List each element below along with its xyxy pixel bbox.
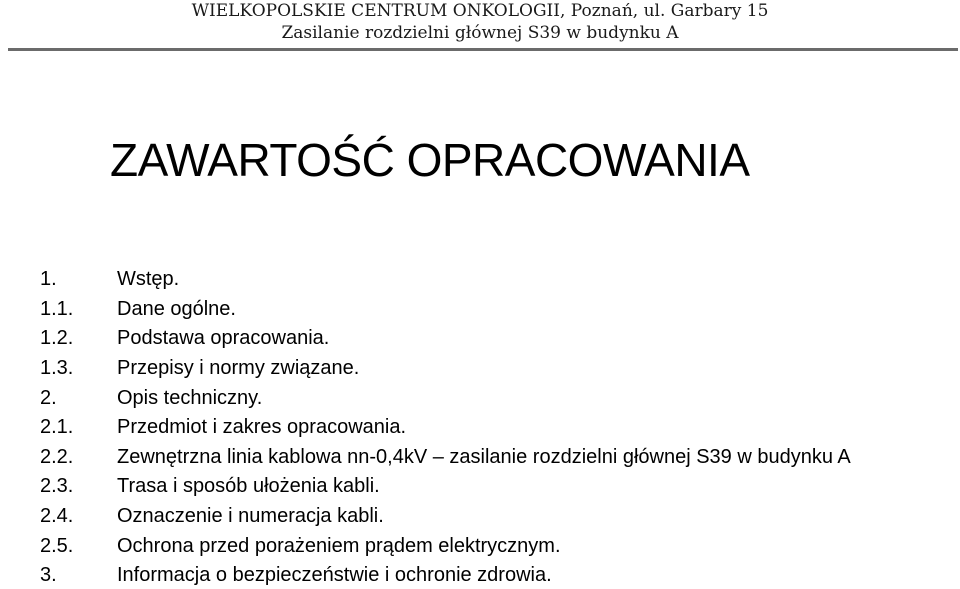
toc-item xyxy=(0,474,960,498)
toc-item-text: Zewnętrzna linia kablowa nn-0,4kV – zasilanie rozdzielni głównej S39 w budynku A xyxy=(117,446,851,468)
toc-item-text: Wstęp. xyxy=(117,268,180,290)
toc-item-text: Dane ogólne. xyxy=(117,298,236,320)
header-subject: Zasilanie rozdzielni głównej S39 w budynku A xyxy=(281,23,679,43)
toc-item-number: 2. xyxy=(40,387,57,409)
header-institution: WIELKOPOLSKIE CENTRUM ONKOLOGII, Poznań, ul. Garbary 15 xyxy=(191,1,769,21)
toc-item-number: 1.1. xyxy=(40,298,74,320)
toc-item xyxy=(0,267,960,291)
toc-item xyxy=(0,297,960,321)
toc-item xyxy=(0,534,960,558)
toc-item-number: 3. xyxy=(40,564,57,586)
toc-item xyxy=(0,563,960,587)
toc-item xyxy=(0,504,960,528)
toc-item-number: 2.5. xyxy=(40,535,74,557)
toc-item-number: 2.2. xyxy=(40,446,74,468)
toc-item xyxy=(0,445,960,469)
toc-item-number: 2.3. xyxy=(40,475,74,497)
toc-item-text: Ochrona przed porażeniem prądem elektrycznym. xyxy=(117,535,561,557)
page-title: ZAWARTOŚĆ OPRACOWANIA xyxy=(110,134,750,186)
toc-item-text: Podstawa opracowania. xyxy=(117,327,330,349)
toc-item-number: 1.3. xyxy=(40,357,74,379)
toc-item xyxy=(0,386,960,410)
toc-item-text: Oznaczenie i numeracja kabli. xyxy=(117,505,384,527)
toc-item-text: Przepisy i normy związane. xyxy=(117,357,360,379)
toc-item-text: Opis techniczny. xyxy=(117,387,263,409)
toc-item-number: 1.2. xyxy=(40,327,74,349)
toc-item xyxy=(0,415,960,439)
toc-item-number: 2.4. xyxy=(40,505,74,527)
toc-item-text: Przedmiot i zakres opracowania. xyxy=(117,416,407,438)
toc-item xyxy=(0,326,960,350)
toc-item-text: Informacja o bezpieczeństwie i ochronie zdrowia. xyxy=(117,564,552,586)
toc-item-number: 1. xyxy=(40,268,57,290)
toc-item-text: Trasa i sposób ułożenia kabli. xyxy=(117,475,380,497)
toc-item-number: 2.1. xyxy=(40,416,74,438)
toc-item xyxy=(0,356,960,380)
